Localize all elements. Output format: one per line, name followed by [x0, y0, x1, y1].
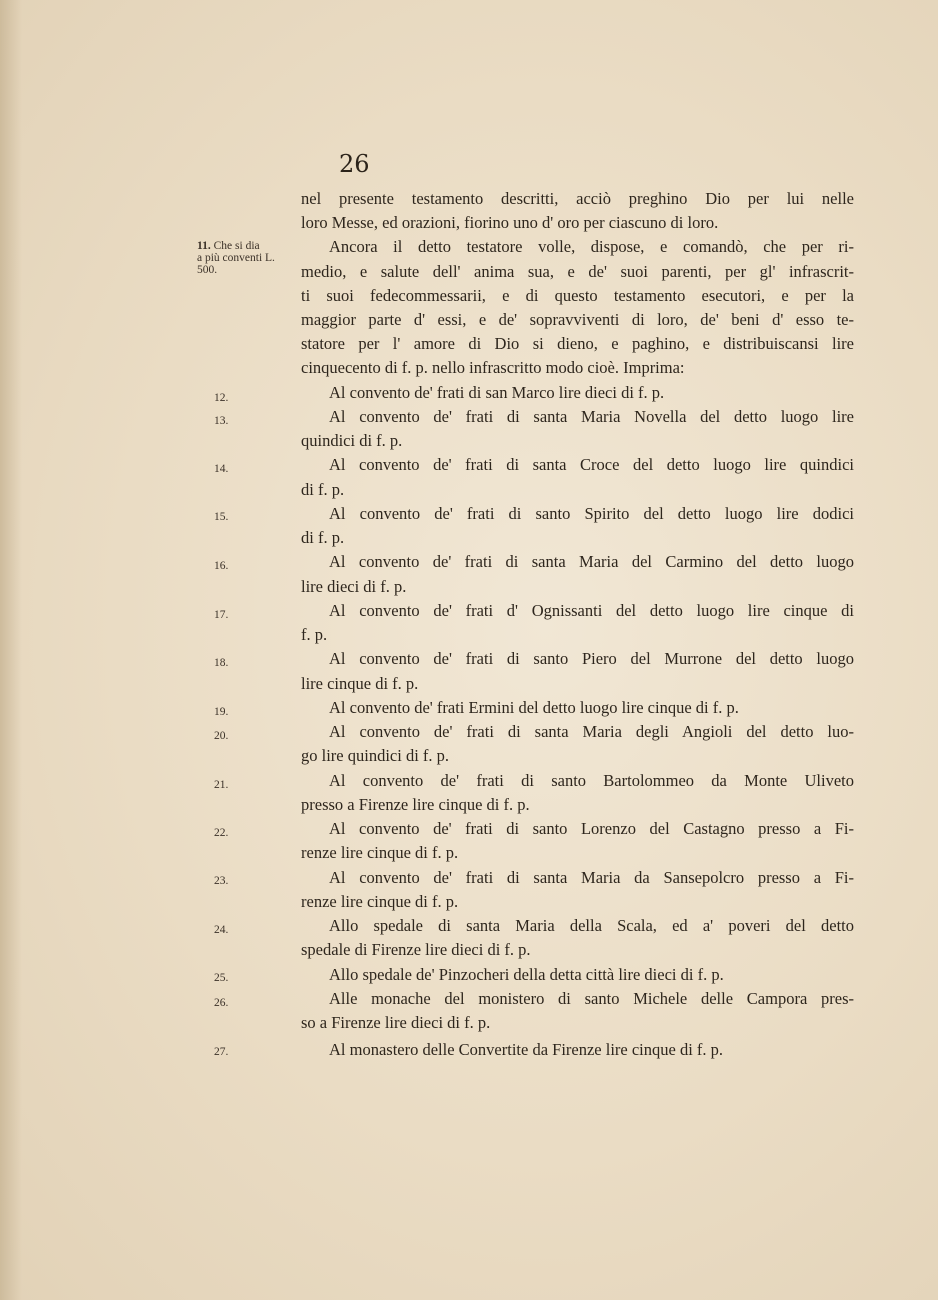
text-line: cinquecento di f. p. nello infrascritto modo cioè. Imprima: [301, 358, 685, 377]
margin-number: 12. [214, 392, 229, 404]
margin-number: 24. [214, 924, 229, 936]
text-line: Al convento de' frati di santa Maria Novella del detto luogo lire [329, 407, 854, 426]
text-line: spedale di Firenze lire dieci di f. p. [301, 940, 531, 959]
text-line: Al convento de' frati di santo Spirito del detto luogo lire dodici [329, 504, 854, 523]
text-line: Al convento de' frati di santo Piero del Murrone del detto luogo [329, 649, 854, 668]
text-line: Al convento de' frati d' Ognissanti del detto luogo lire cinque di [329, 601, 854, 620]
text-line: Al convento de' frati di santa Croce del detto luogo lire quindici [329, 455, 854, 474]
margin-number: 22. [214, 827, 229, 839]
text-line: nel presente testamento descritti, acciò preghino Dio per lui nelle [301, 189, 854, 208]
text-line: loro Messe, ed orazioni, fiorino uno d' oro per ciascuno di loro. [301, 213, 719, 232]
text-line: Ancora il detto testatore volle, dispose, e comandò, che per ri- [329, 237, 854, 256]
margin-number: 23. [214, 875, 229, 887]
marginal-note-text-1: Che si dia [213, 240, 260, 252]
text-line: quindici di f. p. [301, 431, 403, 450]
margin-number: 21. [214, 779, 229, 791]
margin-number: 20. [214, 730, 229, 742]
margin-number: 13. [214, 415, 229, 427]
text-line: di f. p. [301, 480, 345, 499]
text-line: go lire quindici di f. p. [301, 746, 450, 765]
text-line: Al convento de' frati Ermini del detto luogo lire cinque di f. p. [329, 698, 739, 717]
page-gutter-shadow [0, 0, 22, 1300]
text-line: statore per l' amore di Dio si dieno, e paghino, e distribuiscansi lire [301, 334, 854, 353]
margin-number: 26. [214, 997, 229, 1009]
text-line: Al convento de' frati di santa Maria del Carmino del detto luogo [329, 552, 854, 571]
margin-number: 27. [214, 1046, 229, 1058]
text-line: presso a Firenze lire cinque di f. p. [301, 795, 530, 814]
text-line: di f. p. [301, 528, 345, 547]
text-line: ti suoi fedecommessarii, e di questo testamento esecutori, e per la [301, 286, 854, 305]
text-line: Allo spedale di santa Maria della Scala, ed a' poveri del detto [329, 916, 854, 935]
text-line: f. p. [301, 625, 328, 644]
text-line: Allo spedale de' Pinzocheri della detta città lire dieci di f. p. [329, 965, 724, 984]
text-line: Al convento de' frati di santo Lorenzo del Castagno presso a Fi- [329, 819, 854, 838]
margin-number: 16. [214, 560, 229, 572]
margin-number: 25. [214, 972, 229, 984]
text-line: Al convento de' frati di santa Maria degli Angioli del detto luo- [329, 722, 854, 741]
text-line: renze lire cinque di f. p. [301, 843, 459, 862]
text-line: Al monastero delle Convertite da Firenze lire cinque di f. p. [329, 1040, 724, 1059]
text-line: Al convento de' frati di san Marco lire dieci di f. p. [329, 383, 665, 402]
marginal-note-text-2: a più conventi L. [197, 252, 275, 264]
margin-number: 19. [214, 706, 229, 718]
text-line: Alle monache del monistero di santo Michele delle Campora pres- [329, 989, 854, 1008]
text-line: lire cinque di f. p. [301, 674, 419, 693]
page-number: 26 [339, 150, 370, 178]
text-line: Al convento de' frati di santa Maria da Sansepolcro presso a Fi- [329, 868, 854, 887]
text-line: renze lire cinque di f. p. [301, 892, 459, 911]
text-line: so a Firenze lire dieci di f. p. [301, 1013, 491, 1032]
text-line: lire dieci di f. p. [301, 577, 407, 596]
marginal-note [197, 240, 293, 276]
text-line: maggior parte d' essi, e de' sopravviventi di loro, de' beni d' esso te- [301, 310, 854, 329]
margin-number: 14. [214, 463, 229, 475]
margin-number: 17. [214, 609, 229, 621]
margin-number: 18. [214, 657, 229, 669]
text-line: Al convento de' frati di santo Bartolommeo da Monte Uliveto [329, 771, 854, 790]
marginal-note-text-3: 500. [197, 264, 218, 276]
text-line: medio, e salute dell' anima sua, e de' suoi parenti, per gl' infrascrit- [301, 262, 854, 281]
marginal-note-number: 11. [197, 240, 211, 252]
margin-number: 15. [214, 511, 229, 523]
